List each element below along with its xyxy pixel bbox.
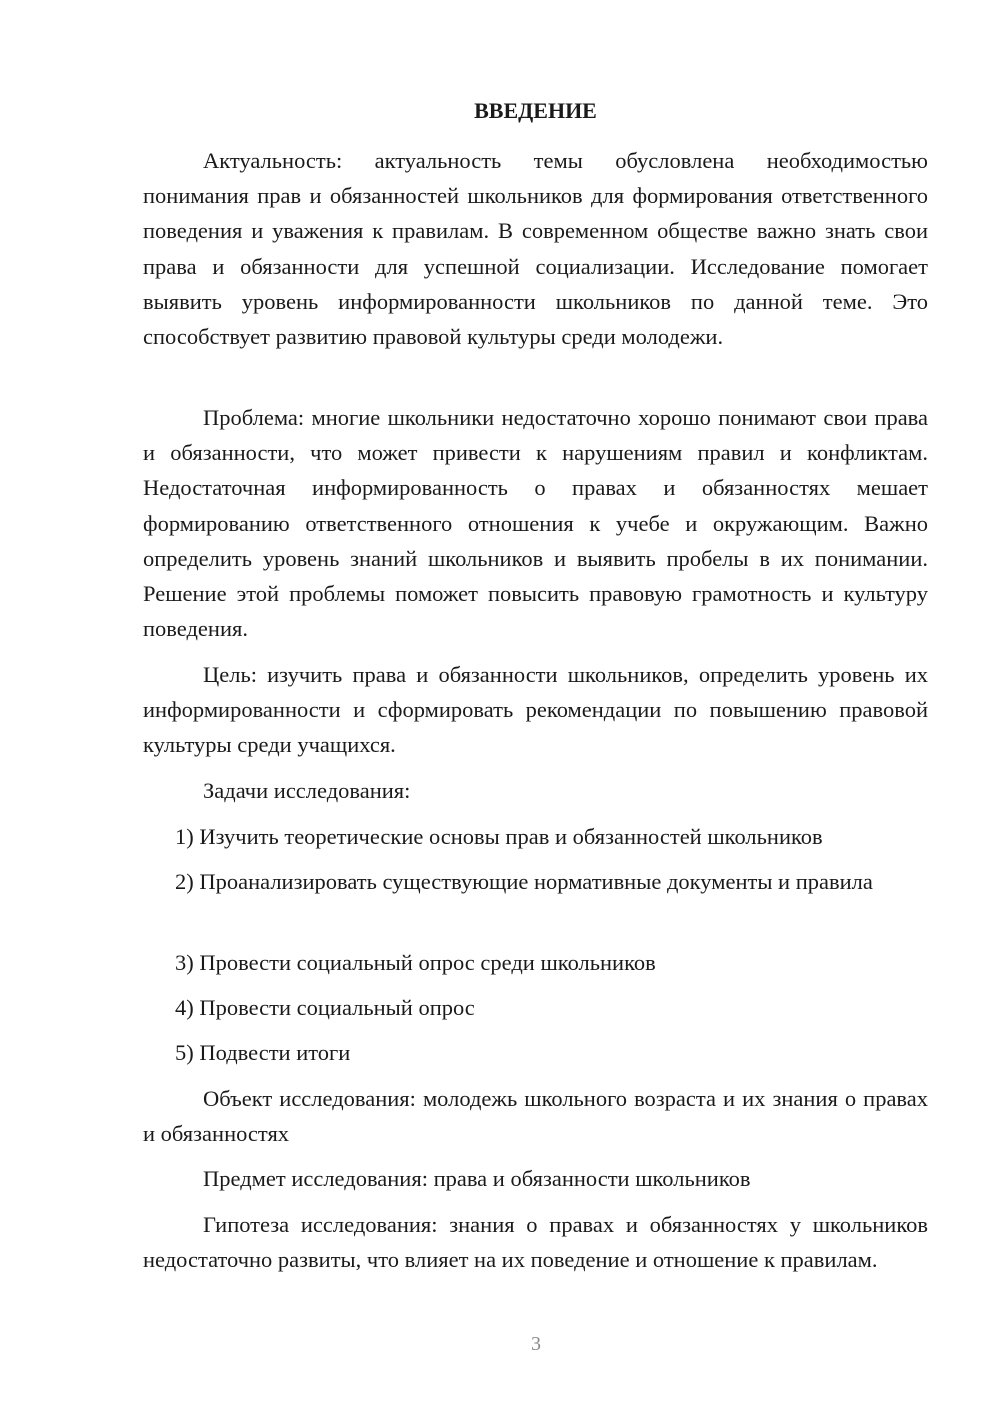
- task-item-4: 4) Провести социальный опрос: [175, 995, 475, 1020]
- tasks-heading: Задачи исследования:: [203, 778, 411, 803]
- paragraph-object: Объект исследования: молодежь школьного возраста и их знания о правах и обязанностях: [143, 1086, 928, 1147]
- task-item-2: 2) Проанализировать существующие нормативные документы и правила: [175, 869, 873, 894]
- paragraph-goal: Цель: изучить права и обязанности школьников, определить уровень их информированности и сформировать рекомендации по повышению правовой культуры среди учащихся.: [143, 662, 928, 758]
- page-number: 3: [531, 1333, 541, 1355]
- task-item-1: 1) Изучить теоретические основы прав и обязанностей школьников: [175, 824, 823, 849]
- paragraph-problem: Проблема: многие школьники недостаточно хорошо понимают свои права и обязанности, что может привести к нарушениям правил и конфликтам. Недостаточная информированность о правах и обязанностях мешает формированию ответственного отношения к учебе и окружающим. Важно определить уровень знаний школьников и выявить пробелы в их понимании. Решение этой проблемы поможет повысить правовую грамотность и культуру поведения.: [143, 405, 928, 642]
- paragraph-relevance: Актуальность: актуальность темы обусловлена необходимостью понимания прав и обязанностей школьников для формирования ответственного поведения и уважения к правилам. В современном обществе важно знать свои права и обязанности для успешной социализации. Исследование помогает выявить уровень информированности школьников по данной теме. Это способствует развитию правовой культуры среди молодежи.: [143, 148, 928, 350]
- task-item-3: 3) Провести социальный опрос среди школьников: [175, 950, 656, 975]
- paragraph-hypothesis: Гипотеза исследования: знания о правах и обязанностях у школьников недостаточно развиты, что влияет на их поведение и отношение к правилам.: [143, 1212, 928, 1273]
- paragraph-subject: Предмет исследования: права и обязанности школьников: [203, 1166, 751, 1191]
- section-title: ВВЕДЕНИЕ: [474, 98, 597, 123]
- task-item-5: 5) Подвести итоги: [175, 1040, 351, 1065]
